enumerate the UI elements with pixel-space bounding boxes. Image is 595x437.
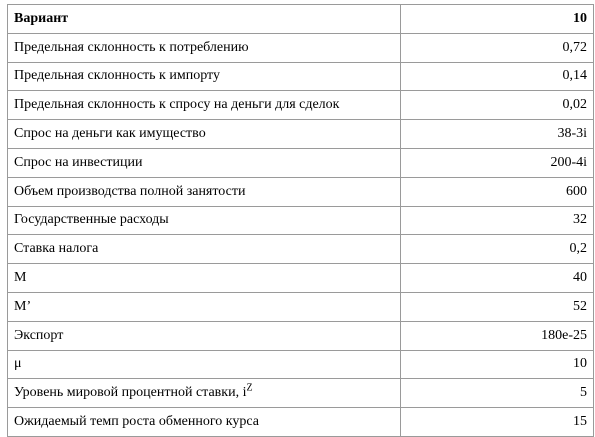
row-value-cell: 200-4i	[401, 148, 594, 177]
row-label-cell: Предельная склонность к потреблению	[8, 33, 401, 62]
table-row	[8, 33, 594, 62]
header-value-cell: 10	[401, 5, 594, 34]
variant-parameters-table	[7, 4, 594, 437]
table-row	[8, 62, 594, 91]
row-label-cell: Экспорт	[8, 321, 401, 350]
row-value-cell: 52	[401, 292, 594, 321]
table-row	[8, 235, 594, 264]
row-value-cell: 40	[401, 264, 594, 293]
row-label-cell: M’	[8, 292, 401, 321]
table-row	[8, 264, 594, 293]
table-row	[8, 350, 594, 379]
row-value-cell: 600	[401, 177, 594, 206]
row-label-cell: Ставка налога	[8, 235, 401, 264]
table-row	[8, 321, 594, 350]
table-header-row	[8, 5, 594, 34]
row-value-cell: 38-3i	[401, 120, 594, 149]
row-value-cell: 5	[401, 379, 594, 408]
row-label-cell: Спрос на инвестиции	[8, 148, 401, 177]
row-value-cell: 32	[401, 206, 594, 235]
row-label-cell: Государственные расходы	[8, 206, 401, 235]
row-label-cell	[8, 379, 401, 408]
row-label-cell: Предельная склонность к спросу на деньги для сделок	[8, 91, 401, 120]
table-row	[8, 206, 594, 235]
row-label-cell: Спрос на деньги как имущество	[8, 120, 401, 149]
row-value-cell: 0,14	[401, 62, 594, 91]
row-label-cell: Ожидаемый темп роста обменного курса	[8, 408, 401, 437]
row-label-superscript: Z	[246, 382, 253, 394]
table-row	[8, 379, 594, 408]
row-label-cell: Предельная склонность к импорту	[8, 62, 401, 91]
row-value-cell: 0,2	[401, 235, 594, 264]
row-value-cell: 180e-25	[401, 321, 594, 350]
row-value-cell: 0,02	[401, 91, 594, 120]
table-row	[8, 177, 594, 206]
row-label-text: Уровень мировой процентной ставки, i	[14, 385, 247, 401]
table-row	[8, 91, 594, 120]
row-value-cell: 10	[401, 350, 594, 379]
table-row	[8, 408, 594, 437]
header-label-cell: Вариант	[8, 5, 401, 34]
row-label-cell: μ	[8, 350, 401, 379]
table-row	[8, 120, 594, 149]
row-value-cell: 0,72	[401, 33, 594, 62]
row-label-cell: M	[8, 264, 401, 293]
row-value-cell: 15	[401, 408, 594, 437]
row-label-cell: Объем производства полной занятости	[8, 177, 401, 206]
table-row	[8, 292, 594, 321]
table-row	[8, 148, 594, 177]
